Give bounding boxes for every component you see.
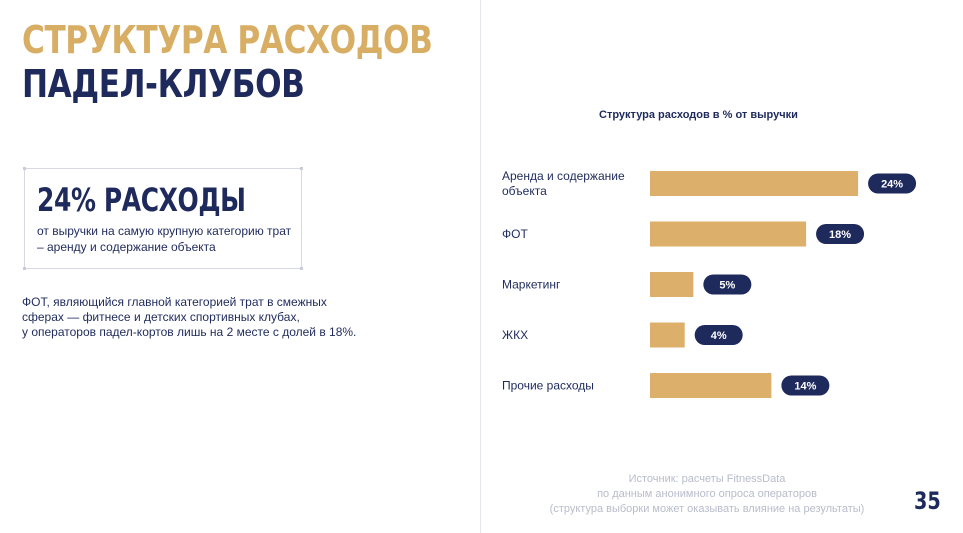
category-label: Прочие расходы: [502, 378, 594, 393]
source-line: Источник: расчеты FitnessData: [628, 473, 786, 485]
note-text: [22, 295, 462, 340]
category-label: ФОТ: [502, 227, 528, 241]
kpi-value: 24% РАСХОДЫ: [37, 181, 246, 219]
value-label: 18%: [829, 229, 852, 241]
page-title-line2: ПАДЕЛ-КЛУБОВ: [22, 62, 305, 106]
vertical-divider: [480, 0, 481, 533]
category-label: Аренда и содержание объекта: [502, 169, 625, 198]
source-line: по данным анонимного опроса операторов: [597, 488, 817, 500]
corner-mark: [23, 167, 26, 170]
corner-mark: [23, 267, 26, 270]
page-title-line1: СТРУКТУРА РАСХОДОВ: [22, 18, 433, 62]
bar: [650, 272, 693, 297]
chart-title: Структура расходов в % от выручки: [599, 109, 798, 121]
bar: [650, 323, 685, 348]
bar: [650, 171, 858, 196]
source-note: [530, 472, 884, 517]
corner-mark: [300, 267, 303, 270]
category-label: ЖКХ: [502, 328, 529, 342]
page-number: 35: [914, 487, 941, 515]
value-label: 24%: [881, 178, 904, 191]
kpi-card: [24, 168, 302, 269]
value-label: 5%: [719, 279, 736, 292]
bar: [650, 222, 806, 247]
category-label: Маркетинг: [502, 277, 561, 292]
value-label: 4%: [710, 330, 727, 342]
value-label: 14%: [794, 380, 817, 393]
note-line: у операторов падел-кортов лишь на 2 месте с долей в 18%.: [22, 325, 357, 339]
source-line: (структура выборки может оказывать влияние на результаты): [549, 503, 865, 515]
bar-chart: [490, 150, 930, 410]
bar: [650, 373, 771, 398]
page-title: [22, 18, 523, 106]
corner-mark: [300, 167, 303, 170]
note-line: ФОТ, являющийся главной категорией трат в смежных: [22, 295, 327, 309]
note-line: сферах — фитнесе и детских спортивных клубах,: [22, 310, 300, 324]
kpi-description: от выручки на самую крупную категорию трат – аренду и содержание объекта: [37, 224, 292, 254]
